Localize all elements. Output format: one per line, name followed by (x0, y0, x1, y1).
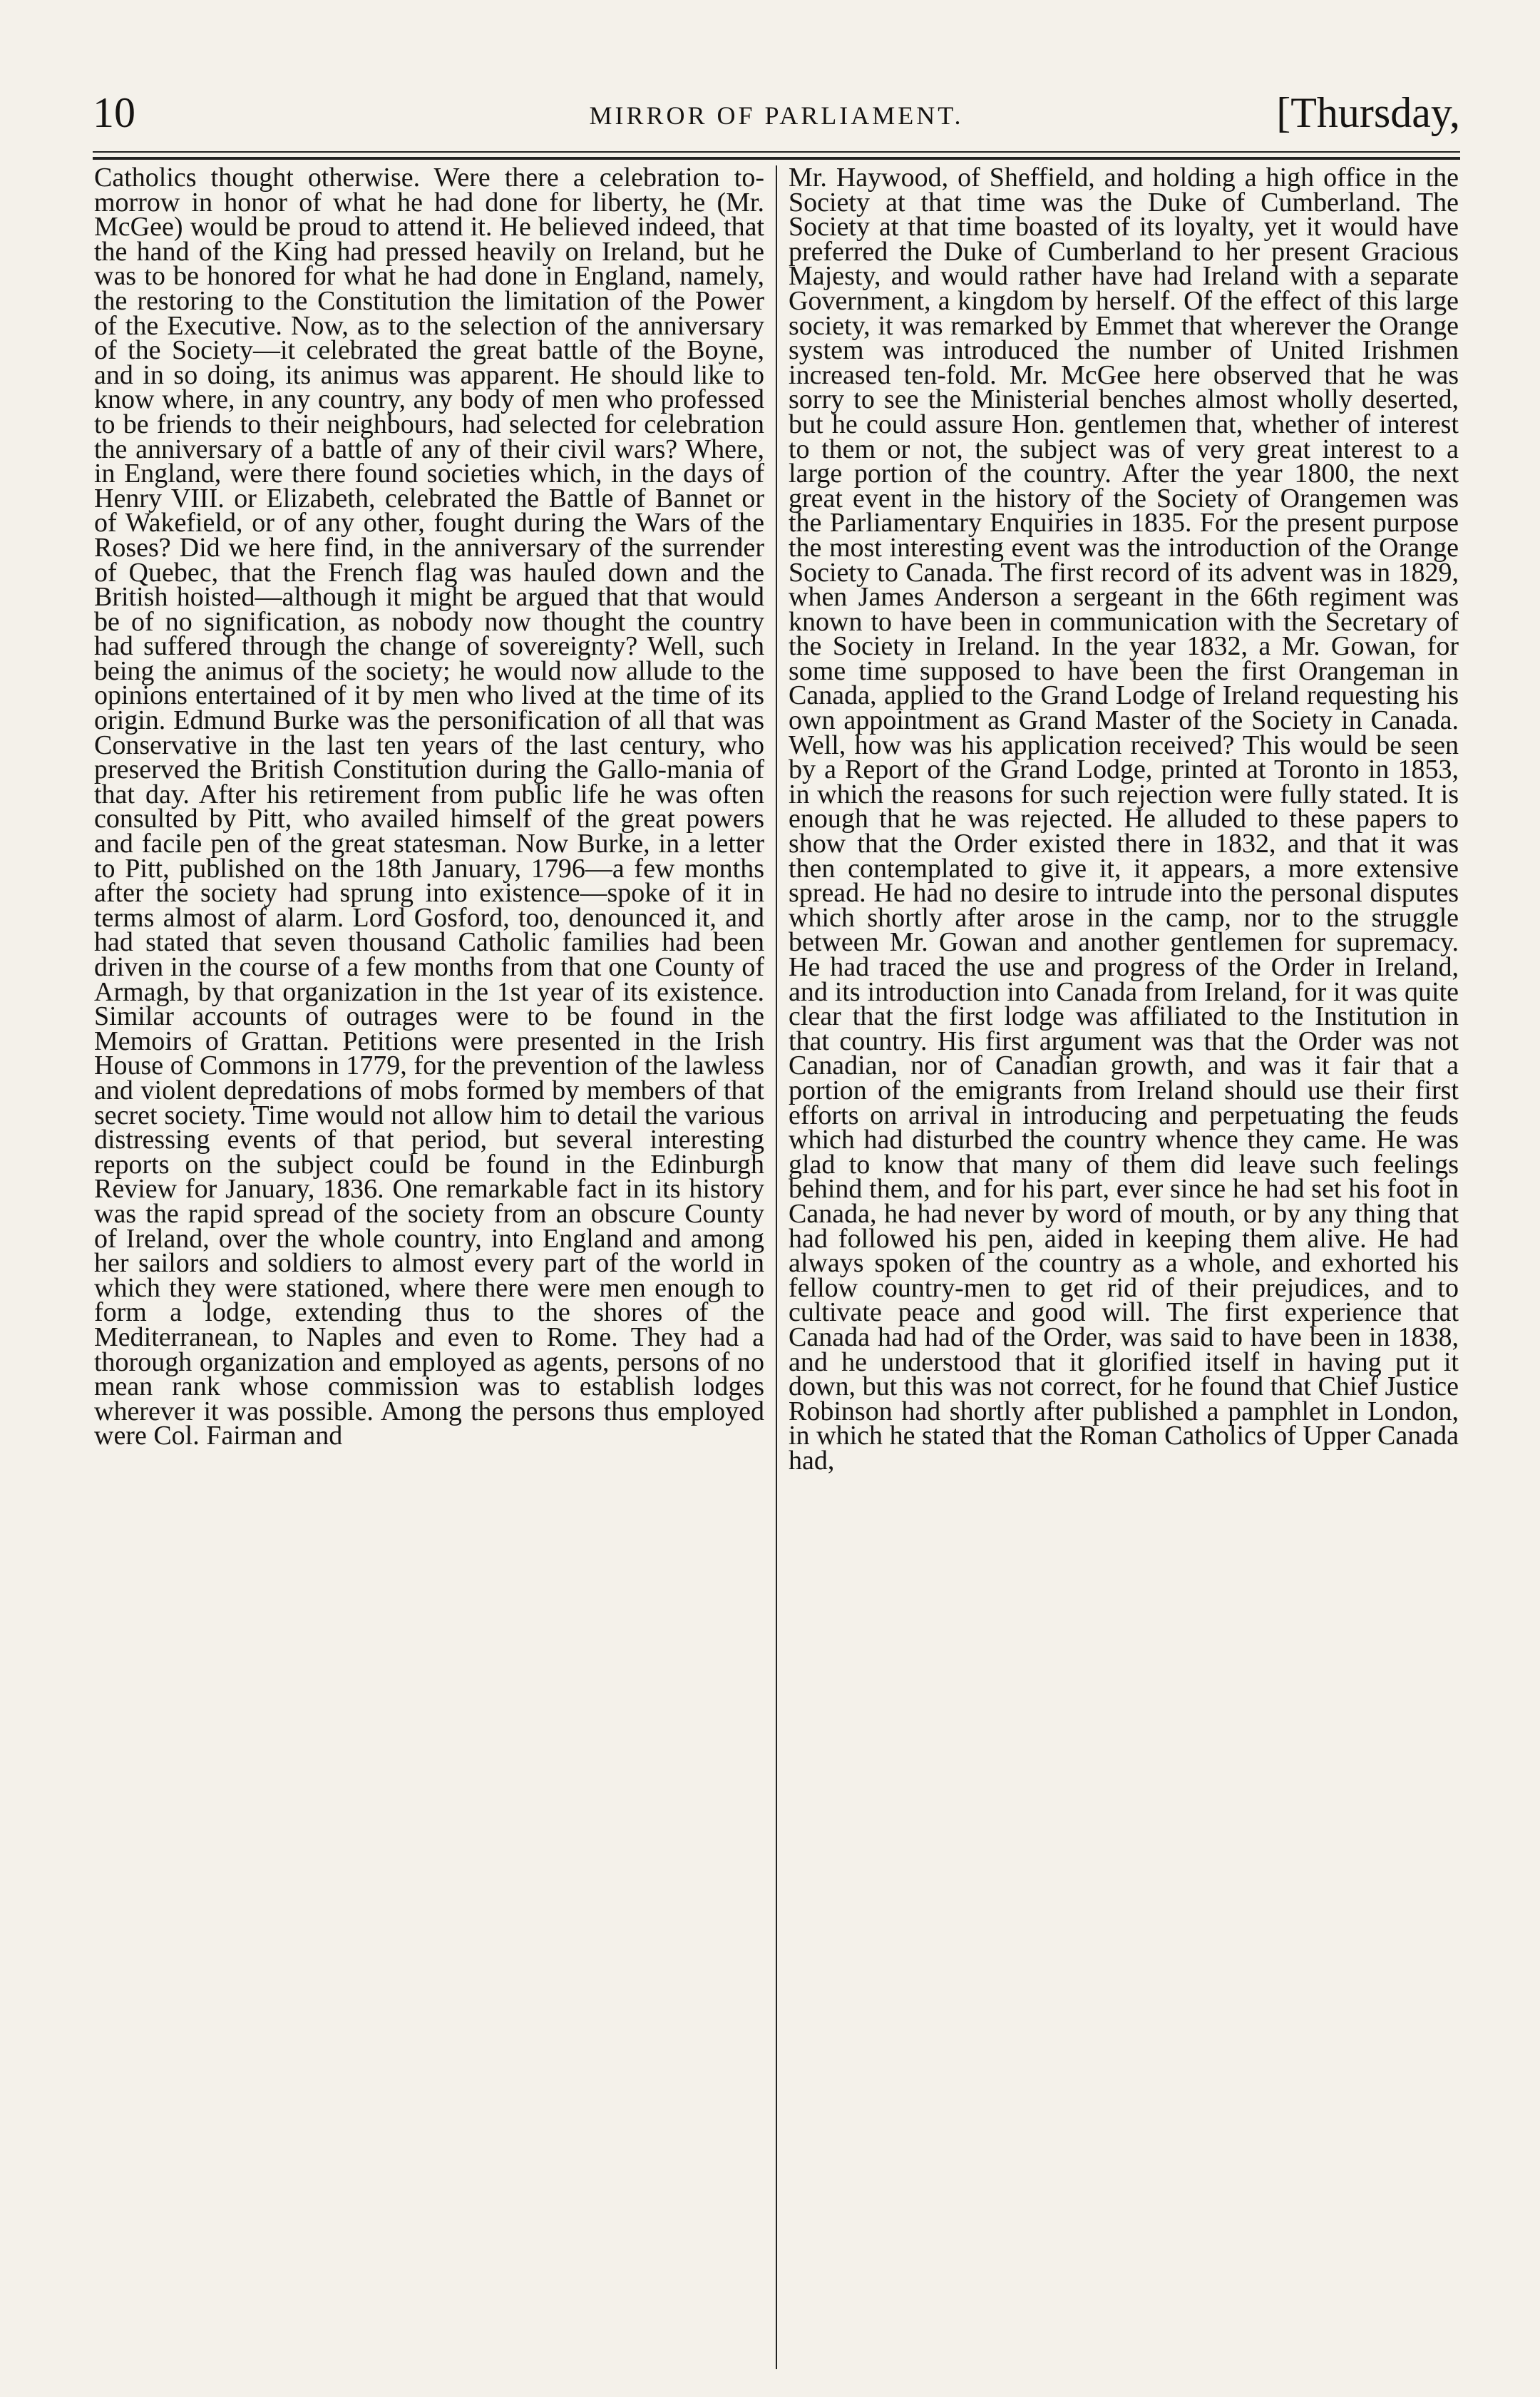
column-divider (776, 165, 777, 2369)
left-column (94, 165, 764, 2369)
left-column-text: Catholics thought otherwise. Were there a celebration to-morrow in honor of what he had done for liberty, he (Mr. McGee) would be proud to attend it. He believed indeed, that the hand of the King had pressed heavily on Ireland, but he was to be honored for what he had done in England, namely, the restoring to the Constitution the limitation of the Power of the Executive. Now, as to the selection of the anniversary of the Society—it celebrated the great battle of the Boyne, and in so doing, its animus was apparent. He should like to know where, in any country, any body of men who professed to be friends to their neighbours, had selected for celebration the anniversary of a battle of any of their civil wars? Where, in England, were there found societies which, in the days of Henry VIII. or Elizabeth, celebrated the Battle of Bannet or of Wakefield, or of any other, fought during the Wars of the Roses? Did we here find, in the anniversary of the surrender of Quebec, that the French flag was hauled down and the British hoisted—although it might be argued that that would be of no signification, as nobody now thought the country had suffered through the change of sovereignty? Well, such being the animus of the society; he would now allude to the opinions entertained of it by men who lived at the time of its origin. Edmund Burke was the personification of all that was Conservative in the last ten years of the last century, who preserved the British Constitution during the Gallo-mania of that day. After his retirement from public life he was often consulted by Pitt, who availed himself of the great powers and facile pen of the great statesman. Now Burke, in a letter to Pitt, published on the 18th January, 1796—a few months after the society had sprung into existence—spoke of it in terms almost of alarm. Lord Gosford, too, denounced it, and had stated that seven thousand Catholic families had been driven in the course of a few months from that one County of Armagh, by that organization in the 1st year of its existence. Similar accounts of outrages were to be found in the Memoirs of Grattan. Petitions were presented in the Irish House of Commons in 1779, for the prevention of the lawless and violent depredations of mobs formed by members of that secret society. Time would not allow him to detail the various distressing events of that period, but several interesting reports on the subject could be found in the Edinburgh Review for January, 1836. One remarkable fact in its history was the rapid spread of the society from an obscure County of Ireland, over the whole country, into England and among her sailors and soldiers to almost every part of the world in which they were stationed, where there were men enough to form a lodge, extending thus to the shores of the Mediterranean, to Naples and even to Rome. They had a thorough organization and employed as agents, persons of no mean rank whose commission was to establish lodges wherever it was possible. Among the persons thus employed were Col. Fairman and (94, 165, 764, 1451)
running-title: MIRROR OF PARLIAMENT. (589, 101, 964, 130)
header-rule-thin (93, 151, 1460, 153)
page-header (93, 84, 1460, 148)
page-number: 10 (93, 89, 135, 136)
header-day: [Thursday, (1276, 89, 1460, 136)
right-column-text: Mr. Haywood, of Sheffield, and holding a high office in the Society at that time was the Duke of Cumberland. The Society at that time boasted of its loyalty, yet it would have preferred the Duke of Cumberland to her present Gracious Majesty, and would rather have had Ireland with a separate Government, a kingdom by herself. Of the effect of this large society, it was remarked by Emmet that wherever the Orange system was introduced the number of United Irishmen increased ten-fold. Mr. McGee here observed that he was sorry to see the Ministerial benches almost wholly deserted, but he could assure Hon. gentlemen that, whether of interest to them or not, the subject was of very great interest to a large portion of the country. After the year 1800, the next great event in the history of the Society of Orangemen was the Parliamentary Enquiries in 1835. For the present purpose the most interesting event was the introduction of the Orange Society to Canada. The first record of its advent was in 1829, when James Anderson a sergeant in the 66th regiment was known to have been in communication with the Secretary of the Society in Ireland. In the year 1832, a Mr. Gowan, for some time supposed to have been the first Orangeman in Canada, applied to the Grand Lodge of Ireland requesting his own appointment as Grand Master of the Society in Canada. Well, how was his application received? This would be seen by a Report of the Grand Lodge, printed at Toronto in 1853, in which the reasons for such rejection were fully stated. It is enough that he was rejected. He alluded to these papers to show that the Order existed there in 1832, and that it was then contemplated to give it, it appears, a more extensive spread. He had no desire to intrude into the personal disputes which shortly after arose in the camp, nor to the struggle between Mr. Gowan and another gentlemen for supremacy. He had traced the use and progress of the Order in Ireland, and its introduction into Canada from Ireland, for it was quite clear that the first lodge was affiliated to the Institution in that country. His first argument was that the Order was not Canadian, nor of Canadian growth, and was it fair that a portion of the emigrants from Ireland should use their first efforts on arrival in introducing and perpetuating the feuds which had disturbed the country whence they came. He was glad to know that many of them did leave such feelings behind them, and for his part, ever since he had set his foot in Canada, he had never by word of mouth, or by any thing that had followed his pen, aided in keeping them alive. He had always spoken of the country as a whole, and exhorted his fellow country-men to get rid of their prejudices, and to cultivate peace and good will. The first experience that Canada had had of the Order, was said to have been in 1838, and he understood that it glorified itself in having put it down, but this was not correct, for he found that Chief Justice Robinson had shortly after published a pamphlet in London, in which he stated that the Roman Catholics of Upper Canada had, (789, 165, 1459, 1476)
right-column (789, 165, 1459, 2369)
header-rule-thick (93, 157, 1460, 160)
